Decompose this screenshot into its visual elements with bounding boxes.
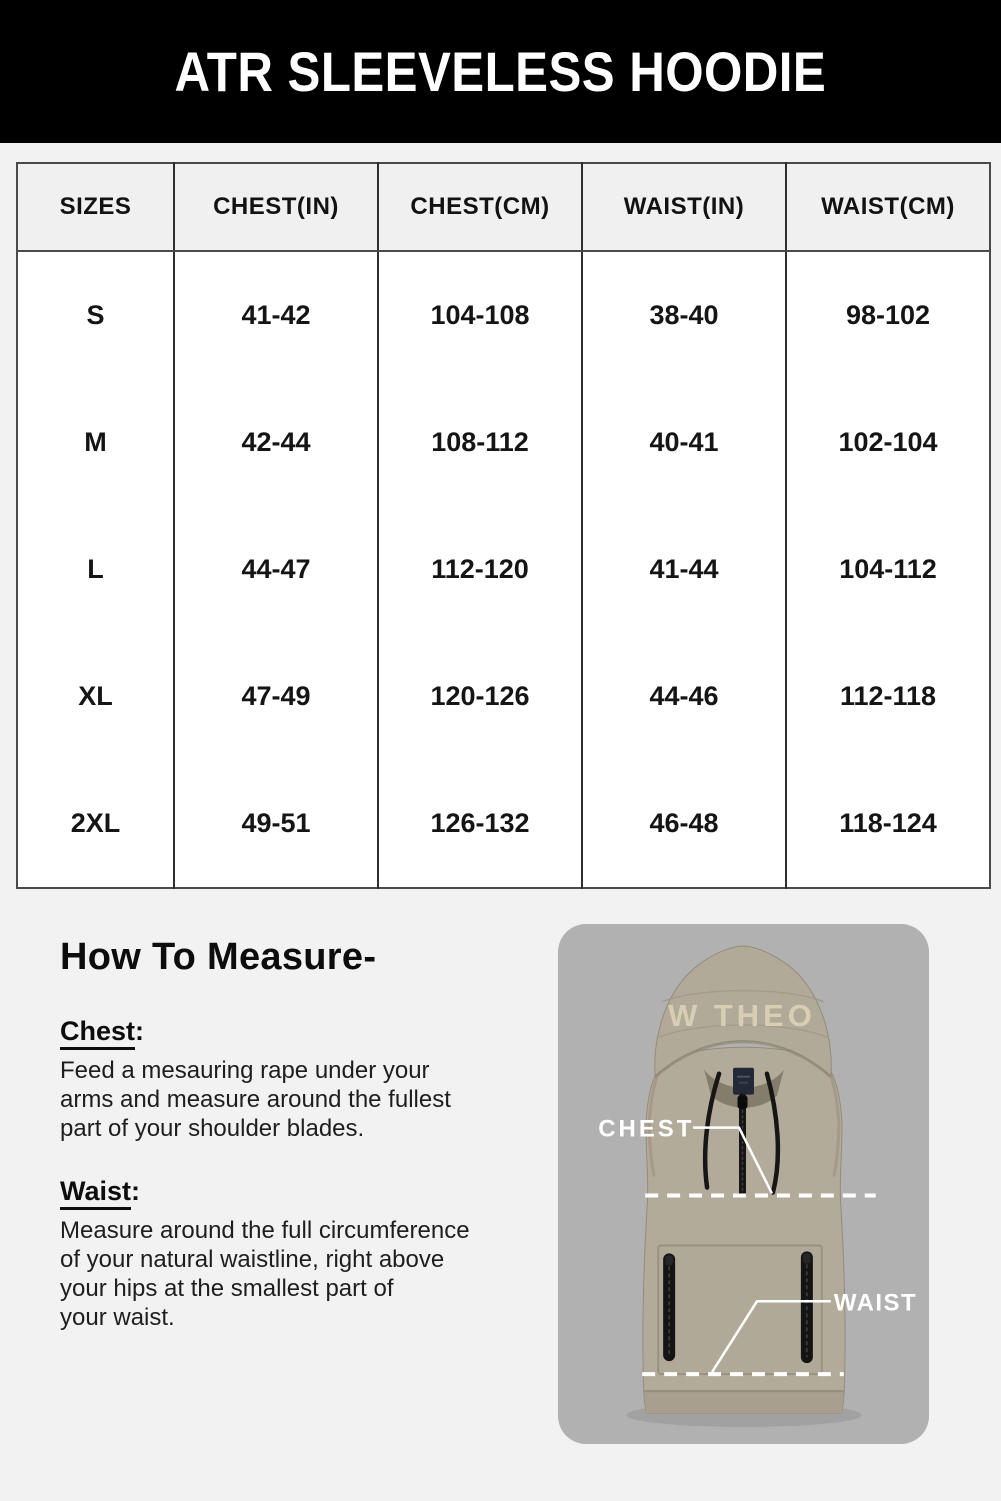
chest-instruction-text: Feed a mesauring rape under your arms and measure around the fullest part of your shoulder blades. bbox=[60, 1057, 451, 1142]
measurement-diagram-panel bbox=[558, 924, 929, 1444]
waist-in-value: 38-40 bbox=[582, 251, 786, 379]
chest-cm-value: 120-126 bbox=[378, 633, 582, 760]
col-header-waist-cm: WAIST(CM) bbox=[786, 163, 990, 251]
chest-instructions bbox=[60, 1016, 540, 1143]
col-header-sizes: SIZES bbox=[17, 163, 174, 251]
size-chart-body bbox=[17, 251, 990, 888]
title-banner bbox=[0, 0, 1001, 143]
header-row bbox=[17, 163, 990, 251]
chest-in-value: 44-47 bbox=[174, 506, 378, 633]
chest-in-value: 49-51 bbox=[174, 760, 378, 888]
waist-in-value: 46-48 bbox=[582, 760, 786, 888]
chest-annotation-label: CHEST bbox=[598, 1115, 695, 1143]
size-label: XL bbox=[17, 633, 174, 760]
waist-in-value: 41-44 bbox=[582, 506, 786, 633]
table-row-m bbox=[17, 379, 990, 506]
col-header-waist-in: WAIST(IN) bbox=[582, 163, 786, 251]
waist-in-value: 40-41 bbox=[582, 379, 786, 506]
collar-brand-label bbox=[733, 1068, 754, 1095]
col-header-chest-in: CHEST(IN) bbox=[174, 163, 378, 251]
size-label: 2XL bbox=[17, 760, 174, 888]
table-row-s bbox=[17, 251, 990, 379]
waist-in-value: 44-46 bbox=[582, 633, 786, 760]
size-label: M bbox=[17, 379, 174, 506]
front-zipper bbox=[738, 1094, 748, 1198]
waist-instruction-text: Measure around the full circumference of your natural waistline, right above your hips at the smallest part of your waist. bbox=[60, 1217, 470, 1331]
chest-in-value: 41-42 bbox=[174, 251, 378, 379]
waist-annotation-label: WAIST bbox=[833, 1289, 918, 1317]
how-to-measure-heading: How To Measure- bbox=[60, 936, 377, 978]
front-pocket bbox=[658, 1245, 822, 1374]
chest-cm-value: 104-108 bbox=[378, 251, 582, 379]
how-to-measure-section bbox=[60, 936, 540, 1332]
page-title: ATR SLEEVELESS HOODIE bbox=[174, 40, 827, 103]
chest-label: Chest: bbox=[60, 1016, 540, 1047]
hoodie-diagram bbox=[558, 924, 929, 1444]
waist-cm-value: 102-104 bbox=[786, 379, 990, 506]
table-row-l bbox=[17, 506, 990, 633]
size-chart-header bbox=[17, 163, 990, 251]
waist-cm-value: 112-118 bbox=[786, 633, 990, 760]
hem-band bbox=[644, 1391, 844, 1413]
chest-in-value: 47-49 bbox=[174, 633, 378, 760]
chest-cm-value: 126-132 bbox=[378, 760, 582, 888]
size-label: S bbox=[17, 251, 174, 379]
chest-cm-value: 112-120 bbox=[378, 506, 582, 633]
table-row-xl bbox=[17, 633, 990, 760]
chest-cm-value: 108-112 bbox=[378, 379, 582, 506]
waist-instructions bbox=[60, 1176, 540, 1332]
table-row-2xl bbox=[17, 760, 990, 888]
hoodie-body bbox=[643, 1047, 845, 1413]
size-chart-table bbox=[16, 162, 991, 889]
size-label: L bbox=[17, 506, 174, 633]
waist-cm-value: 118-124 bbox=[786, 760, 990, 888]
pocket-zipper-left bbox=[663, 1253, 675, 1361]
waist-cm-value: 104-112 bbox=[786, 506, 990, 633]
col-header-chest-cm: CHEST(CM) bbox=[378, 163, 582, 251]
waist-label: Waist: bbox=[60, 1176, 540, 1207]
hood-print-text: W THEO bbox=[668, 997, 816, 1033]
waist-cm-value: 98-102 bbox=[786, 251, 990, 379]
chest-in-value: 42-44 bbox=[174, 379, 378, 506]
pocket-zipper-right bbox=[801, 1251, 813, 1363]
